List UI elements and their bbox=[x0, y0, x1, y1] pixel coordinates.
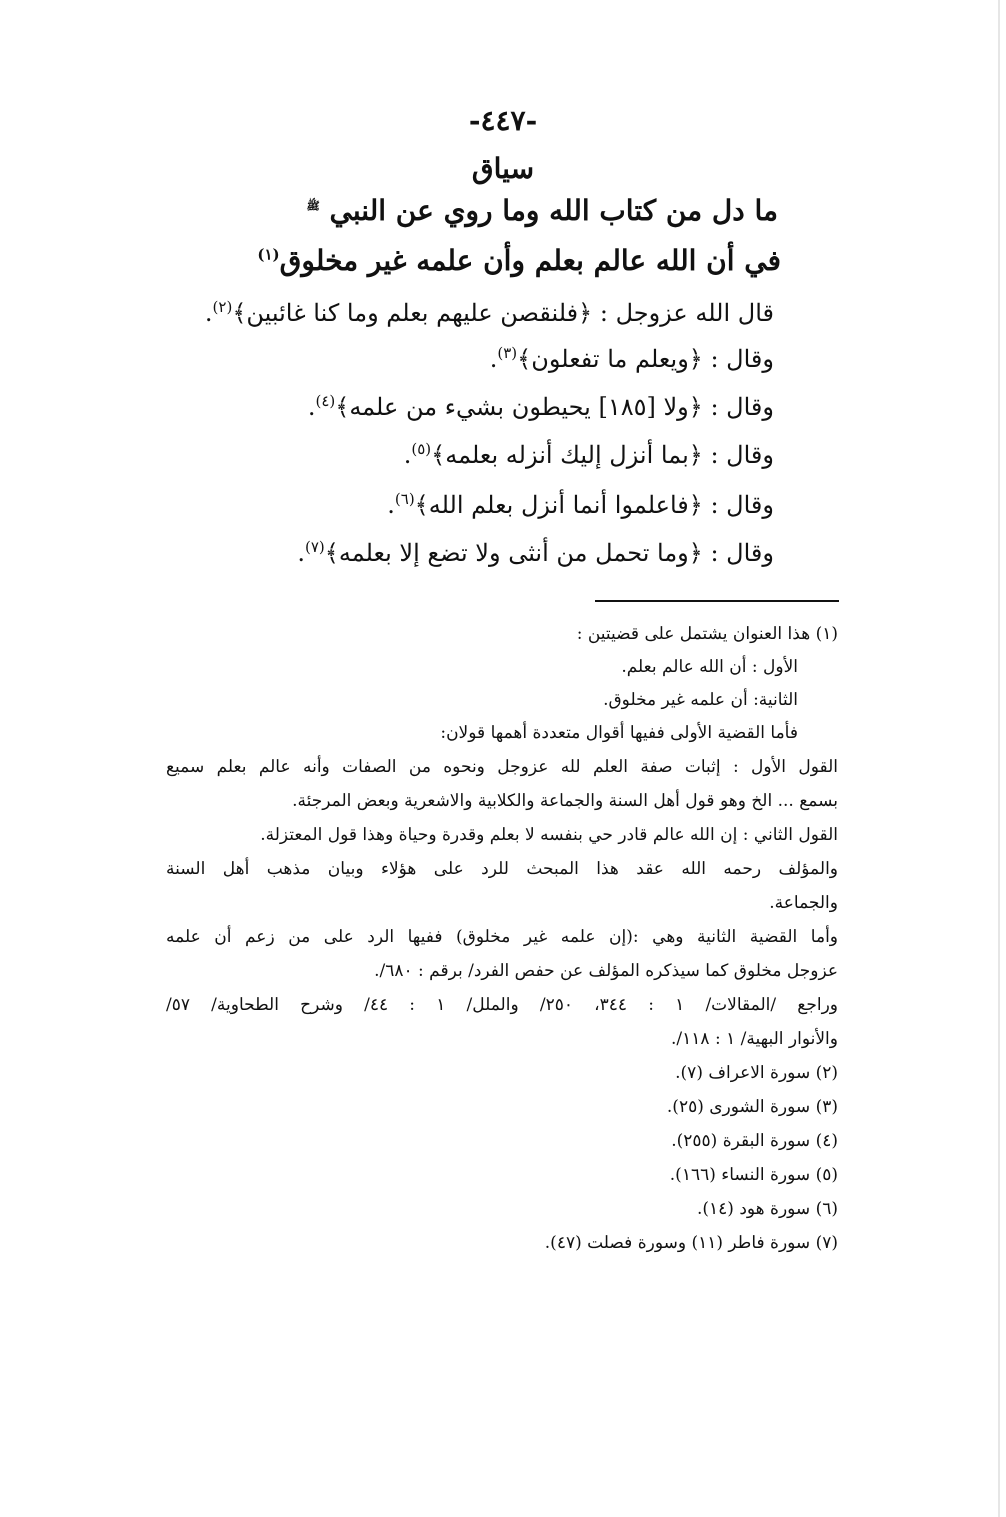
footnote-2: (٢) سورة الاعراف (٧). bbox=[675, 1063, 838, 1083]
footnote-5: (٥) سورة النساء (١٦٦). bbox=[669, 1165, 838, 1185]
footnote-1-line: وأما القضية الثانية وهي :(إن علمه غير مخلوق) ففيها الرد على من زعم أن علمه bbox=[166, 927, 838, 947]
verse-text: وقال : ﴿ويعلم ما تفعلون﴾ bbox=[517, 345, 774, 373]
verse-line-5 bbox=[387, 490, 774, 519]
verse-text: وقال : ﴿فاعلموا أنما أنزل بعلم الله﴾ bbox=[414, 491, 774, 519]
footnote-1-line: بسمع ... الخ وهو قول أهل السنة والجماعة والكلابية والاشعرية وبعض المرجئة. bbox=[292, 791, 838, 811]
footnote-1-line: الثانية: أن علمه غير مخلوق. bbox=[603, 690, 798, 710]
footnote-1-line: والجماعة. bbox=[769, 893, 838, 913]
footnote-ref: (٤) bbox=[315, 392, 336, 410]
verse-end: . bbox=[297, 539, 305, 567]
footnote-1-line: القول الثاني : إن الله عالم قادر حي بنفسه لا بعلم وقدرة وحياة وهذا قول المعتزلة. bbox=[260, 825, 838, 845]
footnote-ref: (٣) bbox=[497, 344, 518, 362]
chapter-title-line2 bbox=[306, 194, 778, 227]
verse-text: وقال : ﴿وما تحمل من أنثى ولا تضع إلا بعلمه﴾ bbox=[324, 539, 774, 567]
verse-line-1 bbox=[205, 298, 774, 327]
footnote-ref: (٧) bbox=[304, 538, 325, 556]
verse-end: . bbox=[387, 491, 395, 519]
chapter-title-line3 bbox=[257, 244, 781, 277]
footnote-1-line: عزوجل مخلوق كما سيذكره المؤلف عن حفص الفرد/ برقم : ٦٨٠/. bbox=[374, 961, 838, 981]
footnote-6: (٦) سورة هود (١٤). bbox=[696, 1199, 838, 1219]
footnote-separator bbox=[595, 600, 839, 602]
verse-line-2 bbox=[490, 344, 774, 373]
verse-text: قال الله عزوجل : ﴿فلنقصن عليهم بعلم وما كنا غائبين﴾ bbox=[232, 299, 774, 327]
verse-end: . bbox=[489, 345, 498, 373]
page-number: -٤٤٧- bbox=[468, 104, 538, 137]
salla-mark: ﷺ bbox=[306, 199, 320, 213]
footnote-1-line: والأنوار البهية/ ١ : ١١٨/. bbox=[671, 1029, 838, 1049]
footnote-ref: (٥) bbox=[411, 440, 432, 458]
chapter-title-line3-text: في أن الله عالم بعلم وأن علمه غير مخلوق bbox=[279, 244, 781, 277]
verse-end: . bbox=[403, 441, 412, 469]
footnote-4: (٤) سورة البقرة (٢٥٥). bbox=[671, 1131, 838, 1151]
verse-line-3 bbox=[308, 392, 774, 421]
footnote-1-line: (١) هذا العنوان يشتمل على قضيتين : bbox=[576, 624, 838, 644]
footnote-ref-1: (١) bbox=[257, 245, 280, 264]
verse-line-4 bbox=[404, 440, 774, 469]
verse-text: وقال : ﴿بما أنزل إليك أنزله بعلمه﴾ bbox=[431, 441, 774, 469]
footnote-1-line: وراجع /المقالات/ ١ : ٣٤٤، ٢٥٠/ والملل/ ١ : ٤٤/ وشرح الطحاوية/ ٥٧/ bbox=[166, 995, 838, 1015]
verse-text: وقال : ﴿ولا [١٨٥] يحيطون بشيء من علمه﴾ bbox=[335, 393, 774, 421]
footnote-1-line: فأما القضية الأولى ففيها أقوال متعددة أهمها قولان: bbox=[440, 723, 798, 743]
footnote-ref: (٢) bbox=[212, 298, 233, 316]
verse-end: . bbox=[204, 299, 213, 327]
verse-end: . bbox=[307, 393, 316, 421]
chapter-title-line2-text: ما دل من كتاب الله وما روي عن النبي bbox=[329, 194, 778, 227]
chapter-title-line1: سياق bbox=[471, 152, 535, 185]
footnote-ref: (٦) bbox=[394, 490, 415, 508]
verse-line-6 bbox=[297, 538, 774, 567]
footnote-1-line: الأول : أن الله عالم بعلم. bbox=[621, 657, 798, 677]
footnote-3: (٣) سورة الشورى (٢٥). bbox=[666, 1097, 838, 1117]
footnote-1-line: والمؤلف رحمه الله عقد هذا المبحث للرد على هؤلاء وبيان مذهب أهل السنة bbox=[166, 859, 838, 879]
footnote-1-line: القول الأول : إثبات صفة العلم لله عزوجل ونحوه من الصفات وأنه عالم بعلم سميع bbox=[166, 757, 838, 777]
scan-edge-shadow bbox=[998, 0, 1000, 1517]
footnote-7: (٧) سورة فاطر (١١) وسورة فصلت (٤٧). bbox=[544, 1233, 838, 1253]
